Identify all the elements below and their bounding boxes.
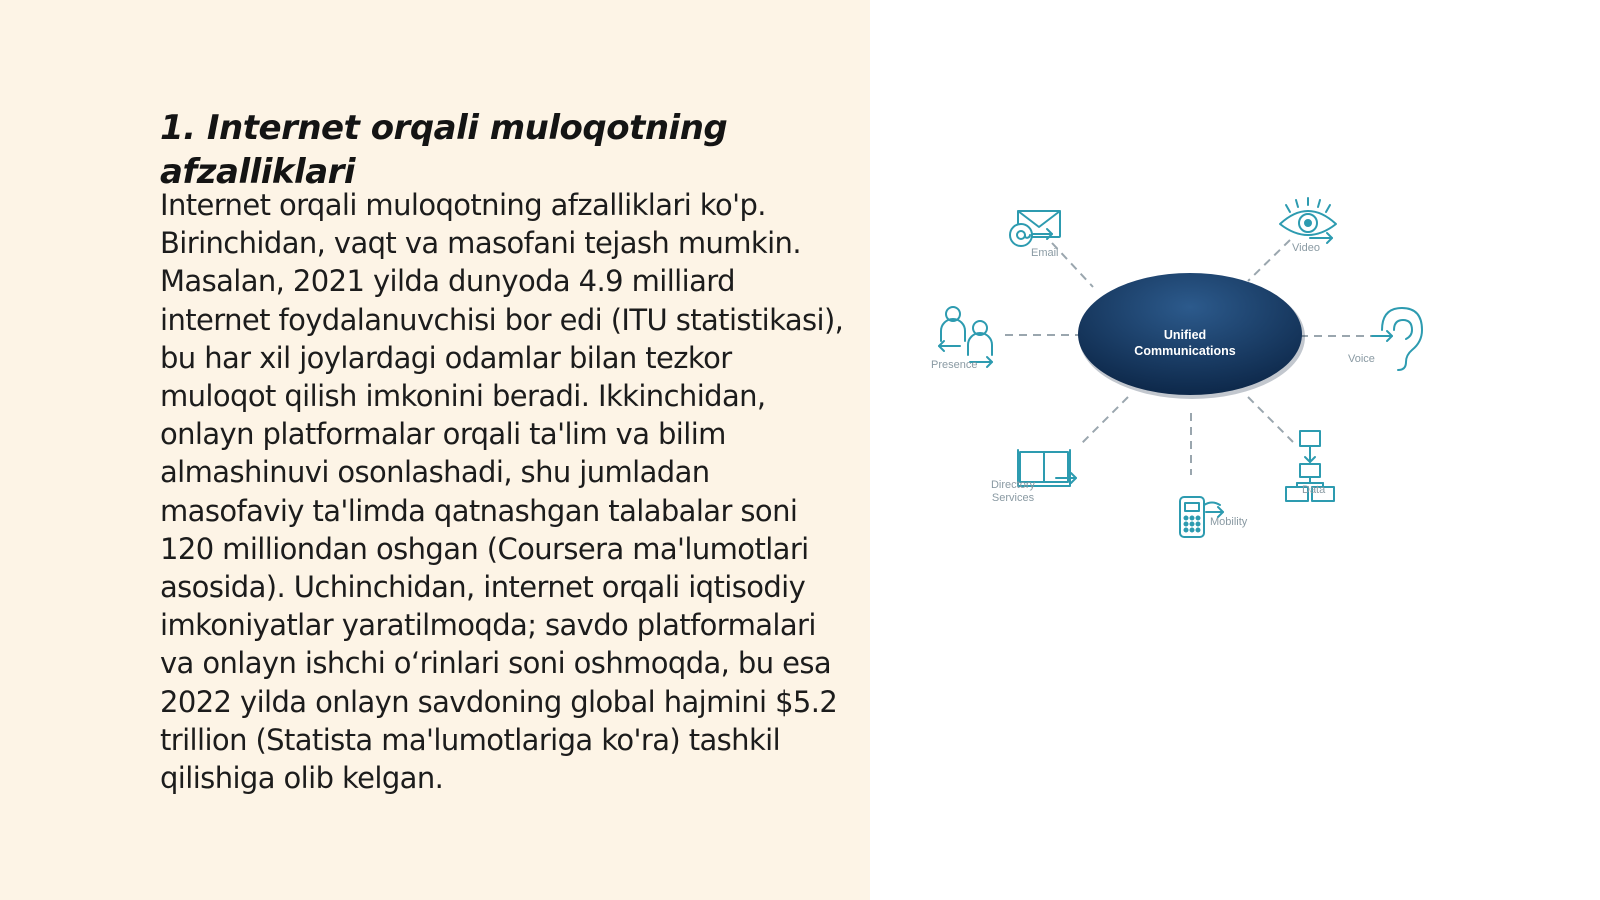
mobility-label: Mobility	[1210, 516, 1248, 528]
directory-services-label	[982, 479, 1044, 505]
slide-body-text: Internet orqali muloqotning afzalliklari ko'p. Birinchidan, vaqt va masofani tejash mumkin. Masalan, 2021 yilda dunyoda 4.9 milliard internet foydalanuvchisi bor edi (ITU statistikasi), bu har xil joylardagi odamlar bilan tezkor muloqot qilish imkonini beradi. Ikkinchidan, onlayn platformalar orqali ta'lim va bilim almashinuvi osonlashadi, shu jumladan masofaviy ta'limda qatnashgan talabalar soni 120 milliondan oshgan (Coursera ma'lumotlari asosida). Uchinchidan, internet orqali iqtisodiy imkoniyatlar yaratilmoqda; savdo platformalari va onlayn ishchi o‘rinlari soni oshmoqda, bu esa 2022 yilda onlayn savdoning global hajmini $5.2 trillion (Statista ma'lumotlariga ko'ra) tashkil qilishiga olib kelgan.	[160, 188, 844, 796]
hub-label-line1: Unified	[1163, 328, 1207, 342]
email-icon	[1010, 211, 1060, 246]
unified-communications-diagram	[930, 190, 1450, 560]
eye-icon	[1280, 198, 1336, 243]
directory-label-line2: Services	[991, 492, 1035, 504]
slide-title: 1. Internet orqali muloqotning afzalliklari	[160, 108, 728, 192]
voice-label: Voice	[1348, 353, 1375, 365]
presence-label: Presence	[931, 359, 978, 371]
hub-label	[1095, 327, 1275, 359]
directory-label-line1: Directory	[990, 479, 1035, 491]
connector-directory	[1080, 397, 1128, 445]
connector-data	[1248, 397, 1293, 442]
email-label: Email	[1031, 247, 1059, 259]
presence-icon	[939, 307, 992, 367]
hub-label-line2: Communications	[1134, 344, 1236, 358]
video-label: Video	[1292, 242, 1320, 254]
data-label: Data	[1302, 484, 1326, 496]
connector-video	[1248, 240, 1290, 281]
ear-icon	[1372, 308, 1422, 370]
